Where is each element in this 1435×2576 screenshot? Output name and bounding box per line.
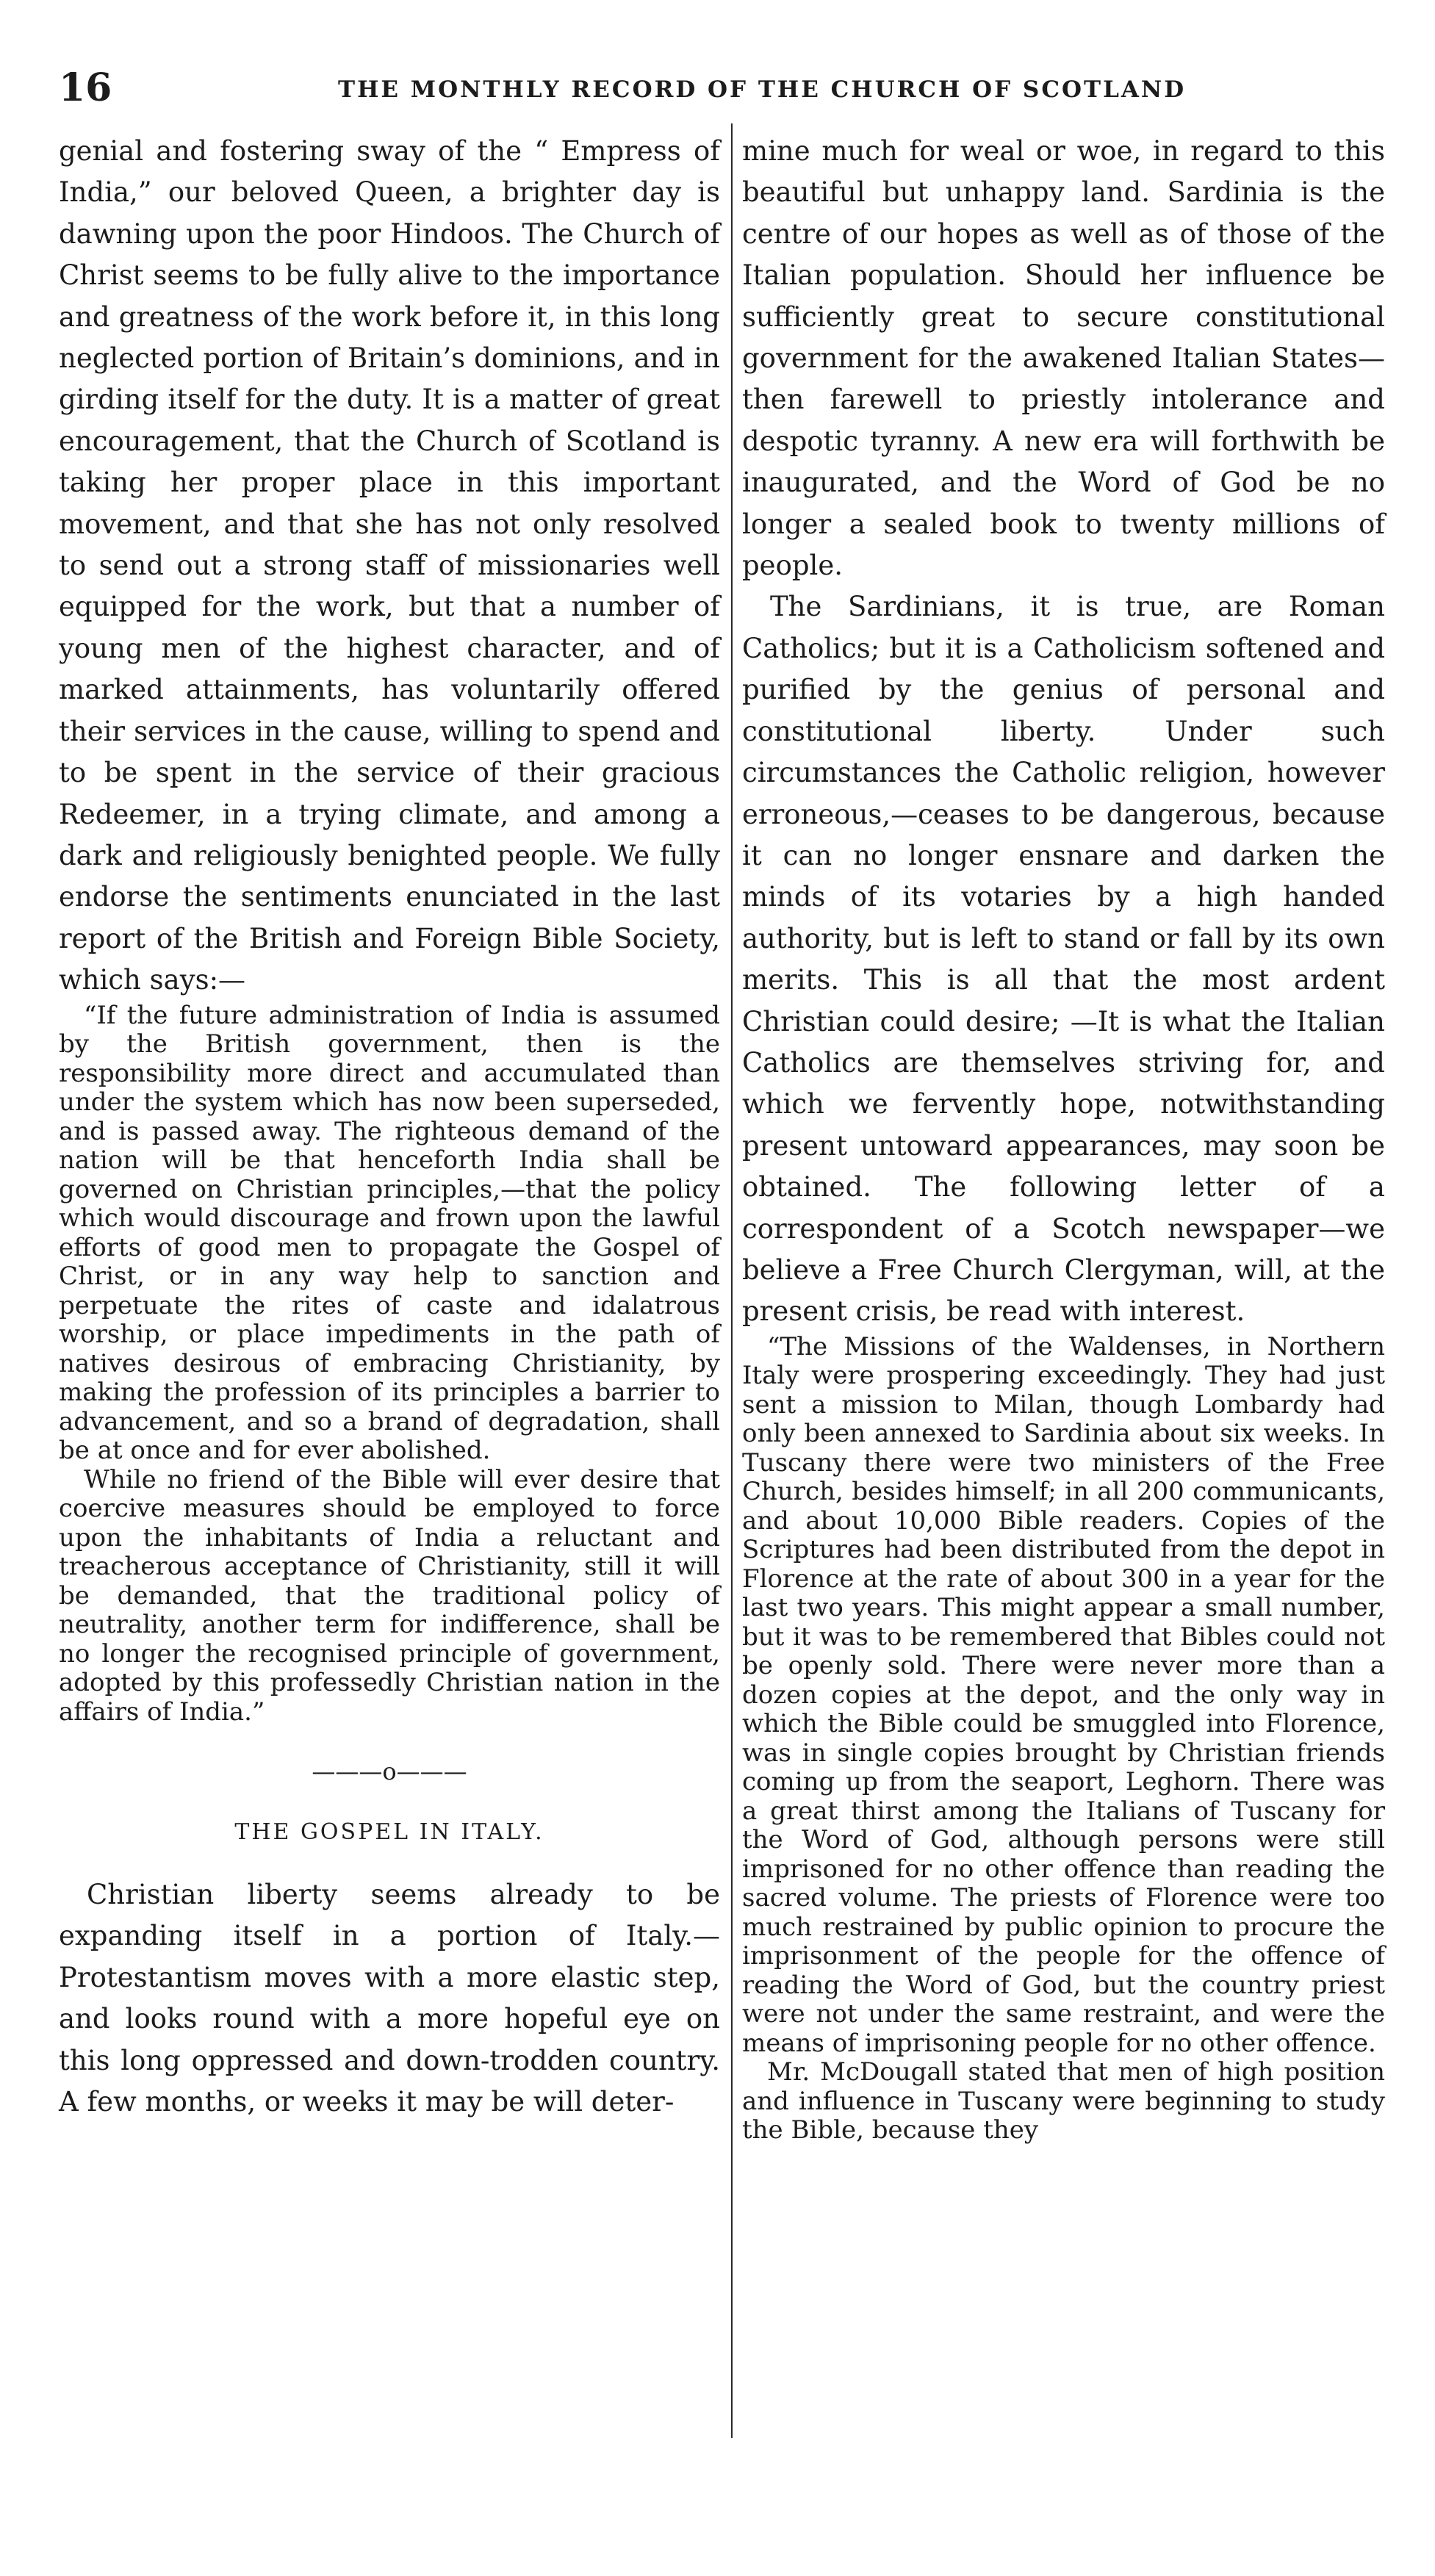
running-head: THE MONTHLY RECORD OF THE CHURCH OF SCOTLAND xyxy=(338,76,1187,103)
page-number: 16 xyxy=(59,65,112,110)
left-paragraph-2: Christian liberty seems already to be expanding itself in a portion of Italy.—Protestantism moves with a more elastic step, and looks round with a more hopeful eye on this long oppressed and down-trodden country. A few months, or weeks it may be will deter- xyxy=(59,1879,720,2118)
right-paragraph-2: The Sardinians, it is true, are Roman Catholics; but it is a Catholicism softened and purified by the genius of personal and constitutional liberty. Under such circumstances the Catholic religion, however erroneous,—ceases to be dangerous, because it can no longer ensnare and darken the minds of its votaries by a high handed authority, but is left to stand or fall by its own merits. This is all that the most ardent Christian could desire; —It is what the Italian Catholics are themselves striving for, and which we fervently hope, notwithstanding present untoward appearances, may soon be obtained. The following letter of a correspondent of a Scotch newspaper—we believe a Free Church Clergyman, will, at the present crisis, be read with interest. xyxy=(742,591,1385,1328)
column-rule xyxy=(731,123,733,2438)
right-paragraph-1: mine much for weal or woe, in regard to this beautiful but unhappy land. Sardinia is the centre of our hopes as well as of those of the Italian population. Should her influence be sufficiently great to secure constitutional government for the awakened Italian States—then farewell to priestly intolerance and despotic tyranny. A new era will forthwith be inaugurated, and the Word of God be no longer a sealed book to twenty millions of people. xyxy=(742,135,1385,582)
right-quote-1: “The Missions of the Waldenses, in Northern Italy were prospering exceedingly. They had just sent a mission to Milan, though Lombardy had only been annexed to Sardinia about six weeks. In Tuscany there were two ministers of the Free Church, besides himself; in all 200 communicants, and about 10,000 Bible readers. Copies of the Scriptures had been distributed from the depot in Florence at the rate of about 300 in a year for the last two years. This might appear a small number, but it was to be remembered that Bibles could not be openly sold. There were never more than a dozen copies at the depot, and the only way in which the Bible could be smuggled into Florence, was in single copies brought by Christian friends coming up from the seaport, Leghorn. There was a great thirst among the Italians of Tuscany for the Word of God, although persons were still imprisoned for no other offence than reading the sacred volume. The priests of Florence were too much restrained by public opinion to procure the imprisonment of the people for the offence of reading the Word of God, but the country priest were not under the same restraint, and were the means of imprisoning people for no other offence. xyxy=(742,1331,1385,2058)
right-column xyxy=(742,131,1385,2145)
right-quote-2: Mr. McDougall stated that men of high position and influence in Tuscany were beginning to study the Bible, because they xyxy=(742,2057,1385,2145)
page-header xyxy=(59,65,1381,110)
left-column xyxy=(59,131,720,2123)
left-quote-2: While no friend of the Bible will ever desire that coercive measures should be employed to force upon the inhabitants of India a reluctant and treacherous acceptance of Christianity, still it will be demanded, that the traditional policy of neutrality, another term for indifference, shall be no longer the recognised principle of government, adopted by this professedly Christian nation in the affairs of India.” xyxy=(59,1464,720,1727)
left-quote-1: “If the future administration of India is assumed by the British government, then is the responsibility more direct and accumulated than under the system which has now been superseded, and is passed away. The righteous demand of the nation will be that henceforth India shall be governed on Christian principles,—that the policy which would discourage and frown upon the lawful efforts of good men to propagate the Gospel of Christ, or in any way help to sanction and perpetuate the rites of caste and idalatrous worship, or place impediments in the path of natives desirous of embracing Christianity, by making the profession of its principles a barrier to advancement, and so a brand of degradation, shall be at once and for ever abolished. xyxy=(59,1000,720,1466)
left-paragraph-1: genial and fostering sway of the “ Empress of India,” our beloved Queen, a brighter day is dawning upon the poor Hindoos. The Church of Christ seems to be fully alive to the importance and greatness of the work before it, in this long neglected portion of Britain’s dominions, and in girding itself for the duty. It is a matter of great encouragement, that the Church of Scotland is taking her proper place in this important movement, and that she has not only resolved to send out a strong staff of missionaries well equipped for the work, but that a number of young men of the highest character, and of marked attainments, has voluntarily offered their services in the cause, willing to spend and to be spent in the service of their gracious Redeemer, in a trying climate, and among a dark and religiously benighted people. We fully endorse the sentiments enunciated in the last report of the British and Foreign Bible Society, which says:— xyxy=(59,135,720,996)
section-title: THE GOSPEL IN ITALY. xyxy=(234,1819,544,1846)
section-divider: ———o——— xyxy=(312,1757,467,1786)
